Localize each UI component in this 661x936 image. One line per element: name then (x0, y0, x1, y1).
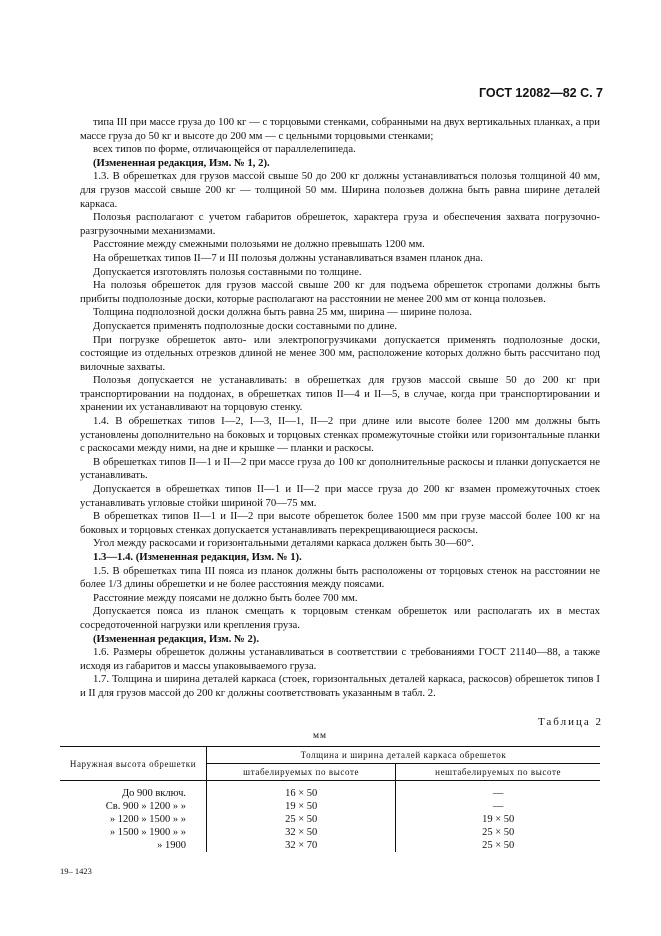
paragraph: всех типов по форме, отличающейся от параллелепипеда. (93, 143, 356, 156)
paragraph: 1.6. Размеры обрешеток должны устанавливаться в соответствии с требованиями ГОСТ 21140—88, а также исходя из габаритов и массы упаковываемого груза. (80, 646, 600, 672)
cell-height: » 1900 (60, 839, 207, 852)
paragraph: Допускается изготовлять полозья составными по толщине. (93, 265, 362, 278)
table-row (60, 826, 600, 839)
page-footer-code: 19– 1423 (60, 866, 92, 876)
running-title: ГОСТ 12082—82 С. 7 (478, 86, 603, 100)
cell-height: » 1200 » 1500 » » (60, 813, 207, 826)
column-header-stackable: штабелируемых по высоте (207, 764, 396, 781)
cell-stackable: 32 × 50 (207, 826, 396, 839)
cell-nonstackable: — (492, 788, 504, 799)
paragraph: Толщина подполозной доски должна быть равна 25 мм, ширина — ширине полоза. (93, 306, 472, 319)
table-caption: Таблица 2 (537, 716, 603, 728)
cell-stackable: 19 × 50 (207, 800, 396, 813)
column-group-header: Толщина и ширина деталей каркаса обрешеток (207, 747, 601, 764)
paragraph: Расстояние между смежными полозьями не должно превышать 1200 мм. (93, 238, 425, 251)
paragraph: В обрешетках типов II—1 и II—2 при высоте обрешеток более 1500 мм при грузе массой более 100 кг на боковых и торцовых стенках допускается устанавливать перекрещивающиеся раскосы. (80, 510, 600, 536)
paragraph: 1.7. Толщина и ширина деталей каркаса (стоек, горизонтальных деталей каркаса, раскосов) обрешеток типов I и II для грузов массой до 200 кг должны соответствовать указанным в табл. 2. (80, 673, 600, 699)
paragraph: Допускается пояса из планок смещать к торцовым стенкам обрешеток или располагать их в местах сосредоточенной нагрузки или крепления груза. (80, 605, 600, 631)
paragraph: 1.5. В обрешетках типа III пояса из планок должны быть расположены от торцовых стенок на расстоянии не более 1/3 длины обрешетки и не более расстояния между поясами. (80, 564, 600, 591)
paragraph: Расстояние между поясами не должно быть более 700 мм. (93, 591, 358, 604)
table-row (60, 800, 600, 813)
paragraph: 1.4. В обрешетках типов I—2, I—3, II—1, II—2 при длине или высоте более 1200 мм должны быть установлены дополнительно на боковых и торцовых стенках промежуточные стойки или горизонтальные планки с раскосами между ними, на дне и крышке — планки и раскосы. (80, 415, 600, 455)
cell-nonstackable: 25 × 50 (482, 827, 515, 838)
table-row (60, 781, 600, 801)
paragraph: типа III при массе груза до 100 кг — с торцовыми стенками, собранными на двух вертикальных планках, а при массе груза до 50 кг и высоте до 200 мм — с цельными торцовыми стенками; (80, 116, 600, 142)
amendment-note: 1.3—1.4. (Измененная редакция, Изм. № 1). (93, 551, 302, 563)
table-row (60, 839, 600, 852)
paragraph: Допускается в обрешетках типов II—1 и II—2 при массе груза до 200 кг взамен промежуточных стоек устанавливать угловые стойки шириной 70—75 мм. (80, 483, 600, 509)
dimensions-table (60, 746, 600, 852)
document-body (80, 116, 600, 701)
paragraph: Допускается применять подполозные доски составными по длине. (93, 319, 398, 332)
table-row (60, 813, 600, 826)
cell-nonstackable: 19 × 50 (482, 814, 515, 825)
paragraph: На обрешетках типов II—7 и III полозья должны устанавливаться взамен планок дна. (93, 251, 483, 264)
cell-height: » 1500 » 1900 » » (60, 826, 207, 839)
cell-stackable: 32 × 70 (207, 839, 396, 852)
cell-stackable: 25 × 50 (207, 813, 396, 826)
table-unit: мм (313, 731, 328, 741)
column-header-height: Наружная высота обрешетки (60, 747, 207, 781)
paragraph: 1.3. В обрешетках для грузов массой свыше 50 до 200 кг должны устанавливаться полозья толщиной 40 мм, для грузов массой свыше 200 кг — толщиной 50 мм. Ширина полозьев должна быть равна ширине деталей каркаса. (80, 170, 600, 210)
paragraph: В обрешетках типов II—1 и II—2 при массе груза до 100 кг дополнительные раскосы и планки допускается не устанавливать. (80, 455, 600, 482)
paragraph: Угол между раскосами и горизонтальными деталями каркаса должен быть 30—60°. (93, 537, 474, 550)
amendment-note: (Измененная редакция, Изм. № 2). (93, 632, 260, 645)
cell-nonstackable: 25 × 50 (482, 840, 515, 851)
cell-stackable: 16 × 50 (207, 781, 396, 801)
paragraph: Полозья допускается не устанавливать: в обрешетках для грузов массой свыше 50 до 200 кг при транспортировании на поддонах, в обрешетках типов II—4 и II—5, в случае, когда при транспортировании и хранении их устанавливают на торцовую стенку. (80, 374, 600, 414)
amendment-note: (Измененная редакция, Изм. № 1, 2). (93, 156, 270, 169)
cell-height: До 900 включ. (60, 781, 207, 801)
paragraph: На полозья обрешеток для грузов массой свыше 200 кг для подъема обрешеток стропами должны быть прибиты подполозные доски, которые располагают на расстоянии не менее 200 мм от конца полозьев. (80, 279, 600, 305)
paragraph: Полозья располагают с учетом габаритов обрешеток, характера груза и обеспечения захвата погрузочно-разгрузочными механизмами. (80, 211, 600, 237)
paragraph: При погрузке обрешеток авто- или электропогрузчиками допускается применять подполозные доски, состоящие из отдельных отрезков длиной не менее 300 мм, расположение которых должно быть рассчитано под вилочные захваты. (80, 333, 600, 373)
column-header-nonstackable: нештабелируемых по высоте (396, 764, 600, 781)
cell-nonstackable: — (492, 801, 504, 812)
cell-height: Св. 900 » 1200 » » (60, 800, 207, 813)
